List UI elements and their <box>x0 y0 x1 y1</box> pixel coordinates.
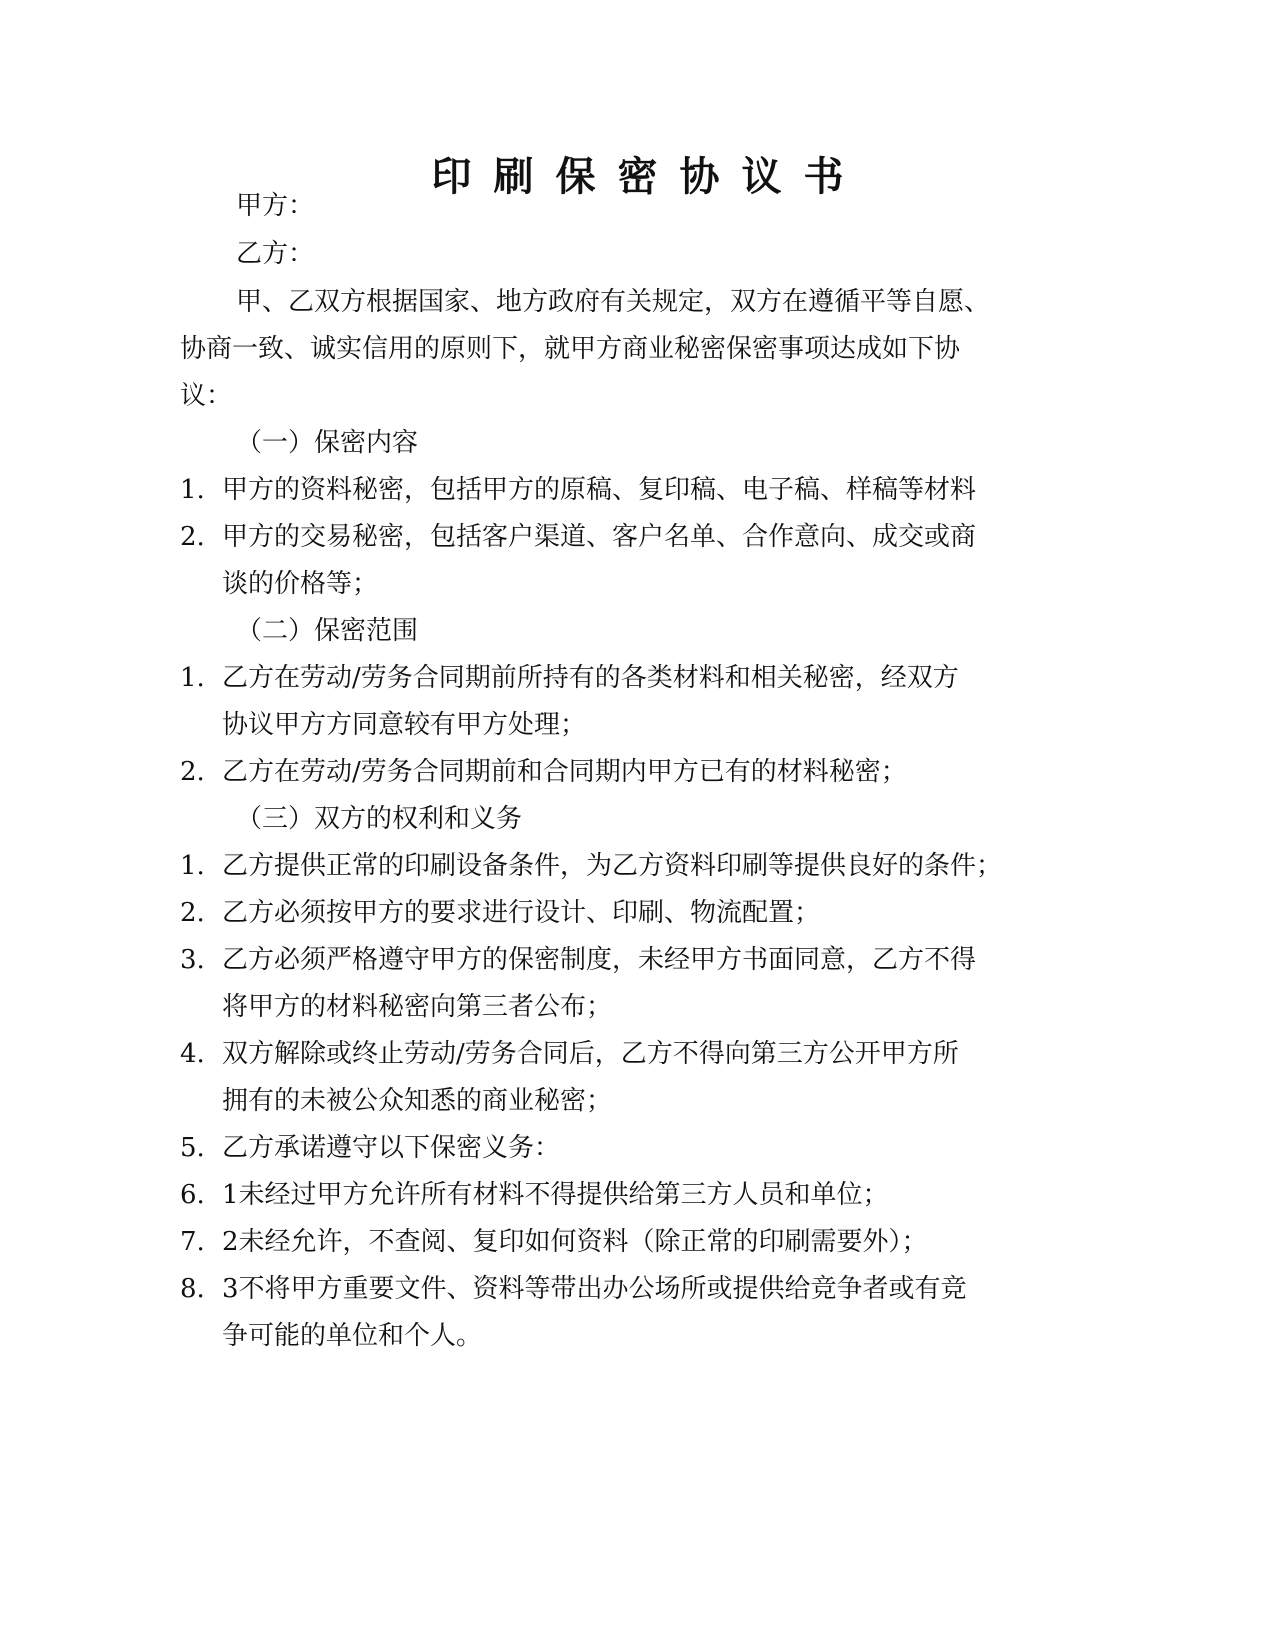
list-item-number: 2. <box>180 898 205 928</box>
section-heading: （二）保密范围 <box>236 616 419 646</box>
list-item-text: 乙方提供正常的印刷设备条件，为乙方资料印刷等提供良好的条件； <box>222 851 1003 881</box>
list-item-text: 协议甲方方同意较有甲方处理； <box>222 710 587 740</box>
list-item-number: 6. <box>180 1180 205 1210</box>
document-title: 印刷保密协议书 <box>431 153 866 200</box>
list-item-text: 乙方在劳动/劳务合同期前所持有的各类材料和相关秘密，经双方 <box>222 663 959 693</box>
party-b-label: 乙方： <box>236 239 315 269</box>
list-item-number: 2. <box>180 757 205 787</box>
list-item-text: 将甲方的材料秘密向第三者公布； <box>222 992 613 1022</box>
list-item-text: 甲方的资料秘密，包括甲方的原稿、复印稿、电子稿、样稿等材料 <box>222 475 977 505</box>
party-a-label: 甲方： <box>236 191 315 221</box>
intro-line: 甲、乙双方根据国家、地方政府有关规定，双方在遵循平等自愿、 <box>236 287 991 317</box>
list-item-text: 2未经允许，不查阅、复印如何资料（除正常的印刷需要外）； <box>222 1227 928 1257</box>
list-item-number: 4. <box>180 1039 205 1069</box>
list-item-number: 1. <box>180 851 205 881</box>
list-item-text: 争可能的单位和个人。 <box>222 1321 483 1351</box>
intro-line: 议： <box>180 381 233 411</box>
list-item-text: 3不将甲方重要文件、资料等带出办公场所或提供给竞争者或有竞 <box>222 1274 967 1304</box>
list-item-text: 乙方在劳动/劳务合同期前和合同期内甲方已有的材料秘密； <box>222 757 907 787</box>
list-item-number: 3. <box>180 945 205 975</box>
list-item-number: 1. <box>180 663 205 693</box>
list-item-text: 1未经过甲方允许所有材料不得提供给第三方人员和单位； <box>222 1180 889 1210</box>
list-item-number: 5. <box>180 1133 205 1163</box>
list-item-text: 乙方承诺遵守以下保密义务： <box>222 1133 561 1163</box>
list-item-number: 2. <box>180 522 205 552</box>
intro-line: 协商一致、诚实信用的原则下，就甲方商业秘密保密事项达成如下协 <box>180 334 961 364</box>
list-item-text: 乙方必须严格遵守甲方的保密制度，未经甲方书面同意，乙方不得 <box>222 945 977 975</box>
list-item-number: 1. <box>180 475 205 505</box>
list-item-text: 甲方的交易秘密，包括客户渠道、客户名单、合作意向、成交或商 <box>222 522 977 552</box>
list-item-text: 双方解除或终止劳动/劳务合同后，乙方不得向第三方公开甲方所 <box>222 1039 959 1069</box>
list-item-text: 谈的价格等； <box>222 569 379 599</box>
list-item-text: 拥有的未被公众知悉的商业秘密； <box>222 1086 613 1116</box>
section-heading: （三）双方的权利和义务 <box>236 804 523 834</box>
list-item-text: 乙方必须按甲方的要求进行设计、印刷、物流配置； <box>222 898 821 928</box>
list-item-number: 7. <box>180 1227 205 1257</box>
list-item-number: 8. <box>180 1274 205 1304</box>
section-heading: （一）保密内容 <box>236 428 419 458</box>
